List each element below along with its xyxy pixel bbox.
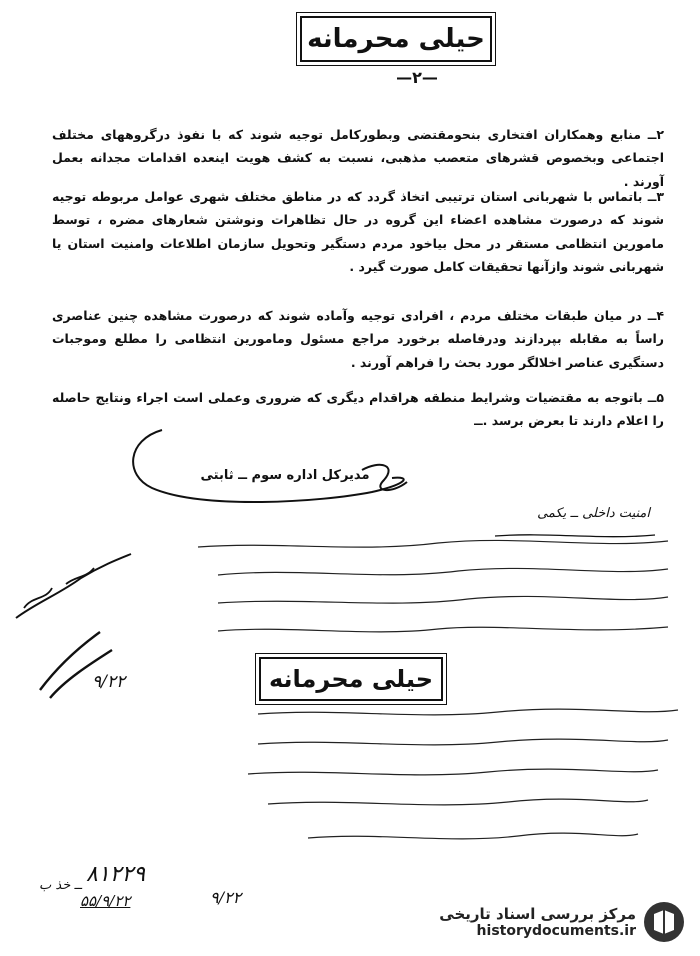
paragraph-2: ۲ــ منابع وهمکاران افتخاری بنحومقتضی وبطورکامل توجیه شوند که با نفوذ درگروههای مختلف اجتماعی وبخصوص قشرهای متعصب مذهبی، نسبت به کشف هویت اینعده اقدامات مجدانه بعمل آورند . xyxy=(52,126,664,189)
watermark-url: historydocuments.ir xyxy=(476,923,636,939)
handwritten-reference-number: ۸۱۲۲۹ xyxy=(86,862,146,887)
paragraph-5: ۵ــ باتوجه به مقتضیات وشرایط منطقه هراقدام دیگری که ضروری وعملی است اجراء ونتایج حاصله را اعلام دارند تا بعرض برسد .ــ xyxy=(52,389,664,428)
handwritten-date-margin: ۹/۲۲ xyxy=(92,672,126,692)
watermark-name: مرکز بررسی اسناد تاریخی xyxy=(439,905,636,923)
signatory-title: مدیرکل اداره سوم ــ ثابتی xyxy=(200,468,370,483)
handwritten-reference-date: ۵۵/۹/۲۲ xyxy=(80,892,131,910)
archive-watermark xyxy=(439,900,686,944)
handwritten-heading: امنیت داخلی ــ یکمی xyxy=(537,506,650,521)
page-number: —۲— xyxy=(396,68,438,87)
handwritten-margin-note xyxy=(6,548,136,628)
paragraph-4: ۴ــ در میان طبقات مختلف مردم ، افرادی توجیه وآماده شوند که درصورت مشاهده چنین عناصری راساً به مقابله بپردازند ودرفاصله برخورد مراجع مسئول ومامورین انتظامی را مطلع وموجبات دستگیری عناصر اخلالگر مورد بحث را فراهم آورند . xyxy=(52,307,664,370)
handwritten-initials xyxy=(30,620,120,710)
classification-stamp-middle: حیلی محرمانه xyxy=(259,657,443,701)
handwritten-bottom-label: ــ خذ ب xyxy=(39,878,82,893)
handwritten-note-part-2 xyxy=(18,700,688,882)
handwriting-scribble-b xyxy=(18,700,688,870)
archive-logo-icon xyxy=(642,900,686,944)
handwritten-date-bottom: ۹/۲۲ xyxy=(210,888,242,907)
classification-stamp-top: حیلی محرمانه xyxy=(300,16,492,62)
paragraph-3: ۳ــ باتماس با شهربانی استان ترتیبی اتخاذ گردد که در مناطق مختلف شهری عوامل مربوطه توجیه شوند که درصورت مشاهده اعضاء این گروه در حال تظاهرات ونوشتن شعارهای مضره ، توسط مامورین انتظامی مستقر در محل بیاخود مردم دستگیر وتحویل سازمان اطلاعات وامنیت استان یا شهربانی شوند وازآنها تحقیقات کامل صورت گیرد . xyxy=(52,188,664,274)
